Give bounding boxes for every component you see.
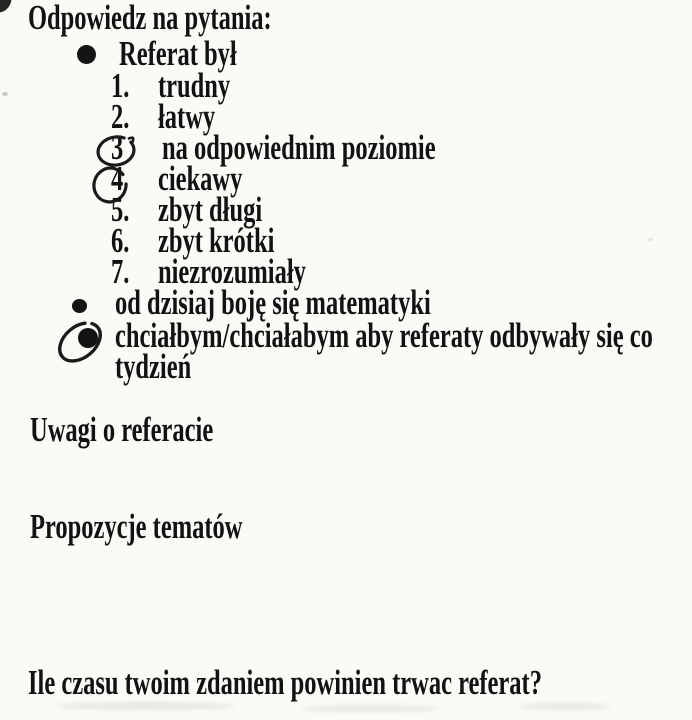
statement-weekly-line1: chciałbym/chciałabym aby referaty odbywały się co [115,316,653,355]
bullet-icon [78,328,98,348]
question-time-label: Ile czasu twoim zdaniem powinien trwac referat? [28,663,542,702]
option-number: 5. [111,190,130,229]
bullet-icon [72,299,87,313]
scan-smudge [300,705,440,712]
option-label: ciekawy [158,159,243,198]
page-title: Odpowiedz na pytania: [28,0,272,37]
scan-smudge [55,702,235,710]
option-label: zbyt długi [158,190,263,229]
section-uwagi-label: Uwagi o referacie [30,410,214,449]
statement-weekly-line2: tydzień [115,347,192,386]
circle-annotation-option-3-tail [128,138,133,143]
scan-speck [2,92,8,96]
option-number: 7. [111,252,130,291]
option-number: 4 [111,159,124,198]
option-label: niezrozumiały [158,252,306,291]
option-number: 3 [111,128,124,167]
scan-corner-artifact [0,0,13,13]
option-number: 6. [111,221,130,260]
section-propozycje-label: Propozycje tematów [30,507,243,546]
option-label: łatwy [158,97,216,136]
question-referat-label: Referat był [119,34,237,73]
option-number: 1. [111,66,130,105]
scan-smudge [520,703,610,710]
option-label: na odpowiednim poziomie [162,128,436,167]
statement-fear-label: od dzisiaj boję się matematyki [115,283,431,322]
bullet-icon [77,45,96,64]
option-number: 2. [111,97,130,136]
option-label: zbyt krótki [158,221,275,260]
scan-speck [648,238,653,241]
option-label: trudny [158,66,231,105]
